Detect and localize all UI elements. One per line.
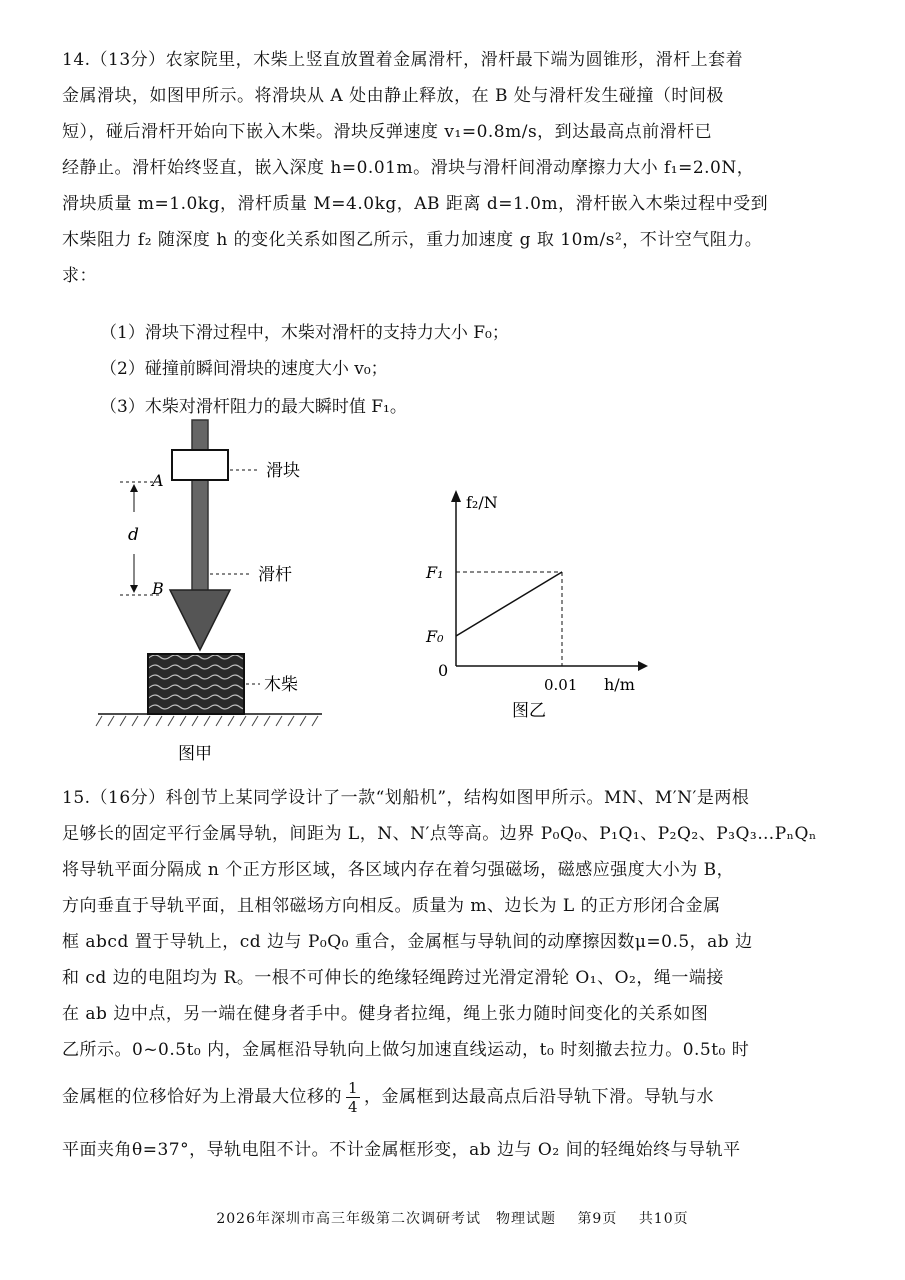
rod-cone-tip [170, 590, 230, 650]
q14-line: 求： [62, 266, 97, 286]
q15-frac-after: ，金属框到达最高点后沿导轨下滑。导轨与水 [364, 1087, 715, 1107]
slider-block [172, 450, 228, 480]
q15-line: 足够长的固定平行金属导轨，间距为 L，N、N′点等高。边界 P₀Q₀、P₁Q₁、P₂Q₂、P₃Q₃…PₙQₙ [62, 824, 817, 844]
d-arrowhead-up [130, 484, 138, 492]
q15-line: 将导轨平面分隔成 n 个正方形区域，各区域内存在着匀强磁场，磁感应强度大小为 B， [62, 860, 735, 880]
y-tick-f1: F₁ [426, 563, 444, 582]
q15-line: 框 abcd 置于导轨上，cd 边与 P₀Q₀ 重合，金属框与导轨间的动摩擦因数μ=0.5，ab 边 [62, 932, 753, 952]
q15-line: 乙所示。0~0.5t₀ 内，金属框沿导轨向上做匀加速直线运动，t₀ 时刻撤去拉力。0.5t₀ 时 [62, 1040, 750, 1060]
q15-line: 15.（16分）科创节上某同学设计了一款“划船机”，结构如图甲所示。MN、M′N′是两根 [62, 788, 750, 808]
q15-line: 在 ab 边中点，另一端在健身者手中。健身者拉绳，绳上张力随时间变化的关系如图 [62, 1004, 709, 1024]
fraction-numerator: 1 [348, 1079, 359, 1097]
label-b: B [152, 579, 164, 598]
q14-line: 经静止。滑杆始终竖直，嵌入深度 h=0.01m。滑块与滑杆间滑动摩擦力大小 f₁=2.0N， [62, 158, 755, 178]
label-d: d [128, 525, 139, 545]
label-a: A [152, 471, 164, 490]
x-axis-arrowhead [638, 661, 648, 671]
y-tick-f0: F₀ [426, 627, 444, 646]
q14-sub-2: （2）碰撞前瞬间滑块的速度大小 v₀； [100, 359, 388, 379]
slider-label: 滑块 [266, 461, 300, 481]
footer-exam-title: 2026年深圳市高三年级第二次调研考试 物理试题 [216, 1211, 556, 1227]
q14-line: 短），碰后滑杆开始向下嵌入木柴。滑块反弹速度 v₁=0.8m/s，到达最高点前滑杆已 [62, 122, 713, 142]
q15-line: 平面夹角θ=37°，导轨电阻不计。不计金属框形变，ab 边与 O₂ 间的轻绳始终与导轨平 [62, 1140, 741, 1160]
figure-a [90, 412, 350, 767]
q14-sub-1: （1）滑块下滑过程中，木柴对滑杆的支持力大小 F₀； [100, 323, 509, 343]
d-arrowhead-down [130, 585, 138, 593]
footer-total-pages: 共10页 [638, 1211, 689, 1227]
q14-sub-3: （3）木柴对滑杆阻力的最大瞬时值 F₁。 [100, 397, 407, 417]
q14-line: 14.（13分）农家院里，木柴上竖直放置着金属滑杆，滑杆最下端为圆锥形，滑杆上套着 [62, 50, 744, 70]
origin-label: 0 [438, 661, 449, 680]
y-axis-arrowhead [451, 490, 461, 502]
rod-label: 滑杆 [258, 565, 292, 585]
footer-page-number: 第9页 [577, 1211, 618, 1227]
y-axis-label: f₂/N [466, 493, 498, 512]
q14-line: 木柴阻力 f₂ 随深度 h 的变化关系如图乙所示，重力加速度 g 取 10m/s²，不计空气阻力。 [62, 230, 763, 250]
figure-b-caption: 图乙 [512, 701, 546, 720]
q15-line: 方向垂直于导轨平面，且相邻磁场方向相反。质量为 m、边长为 L 的正方形闭合金属 [62, 896, 721, 916]
q14-line: 金属滑块，如图甲所示。将滑块从 A 处由静止释放，在 B 处与滑杆发生碰撞（时间极 [62, 86, 724, 106]
series-line-f2 [456, 572, 562, 636]
question-14 [62, 42, 832, 294]
figure-b-chart [412, 480, 652, 720]
q15-line: 和 cd 边的电阻均为 R。一根不可伸长的绝缘轻绳跨过光滑定滑轮 O₁、O₂，绳一端接 [62, 968, 724, 988]
wood-label: 木柴 [264, 675, 298, 695]
x-axis-label: h/m [604, 675, 635, 694]
q15-frac-before: 金属框的位移恰好为上滑最大位移的 [62, 1087, 342, 1107]
wood-block [148, 654, 244, 714]
fraction-denominator: 4 [348, 1098, 359, 1116]
q15-frac-line [62, 1068, 832, 1126]
fraction-one-quarter [346, 1079, 360, 1116]
q14-line: 滑块质量 m=1.0kg，滑杆质量 M=4.0kg，AB 距离 d=1.0m，滑杆嵌入木柴过程中受到 [62, 194, 769, 214]
ground-hatching [96, 716, 318, 726]
x-tick-001: 0.01 [544, 676, 578, 694]
figure-a-caption: 图甲 [178, 744, 212, 764]
page-footer [0, 1208, 905, 1228]
rod [192, 420, 208, 592]
question-15 [62, 780, 832, 1168]
